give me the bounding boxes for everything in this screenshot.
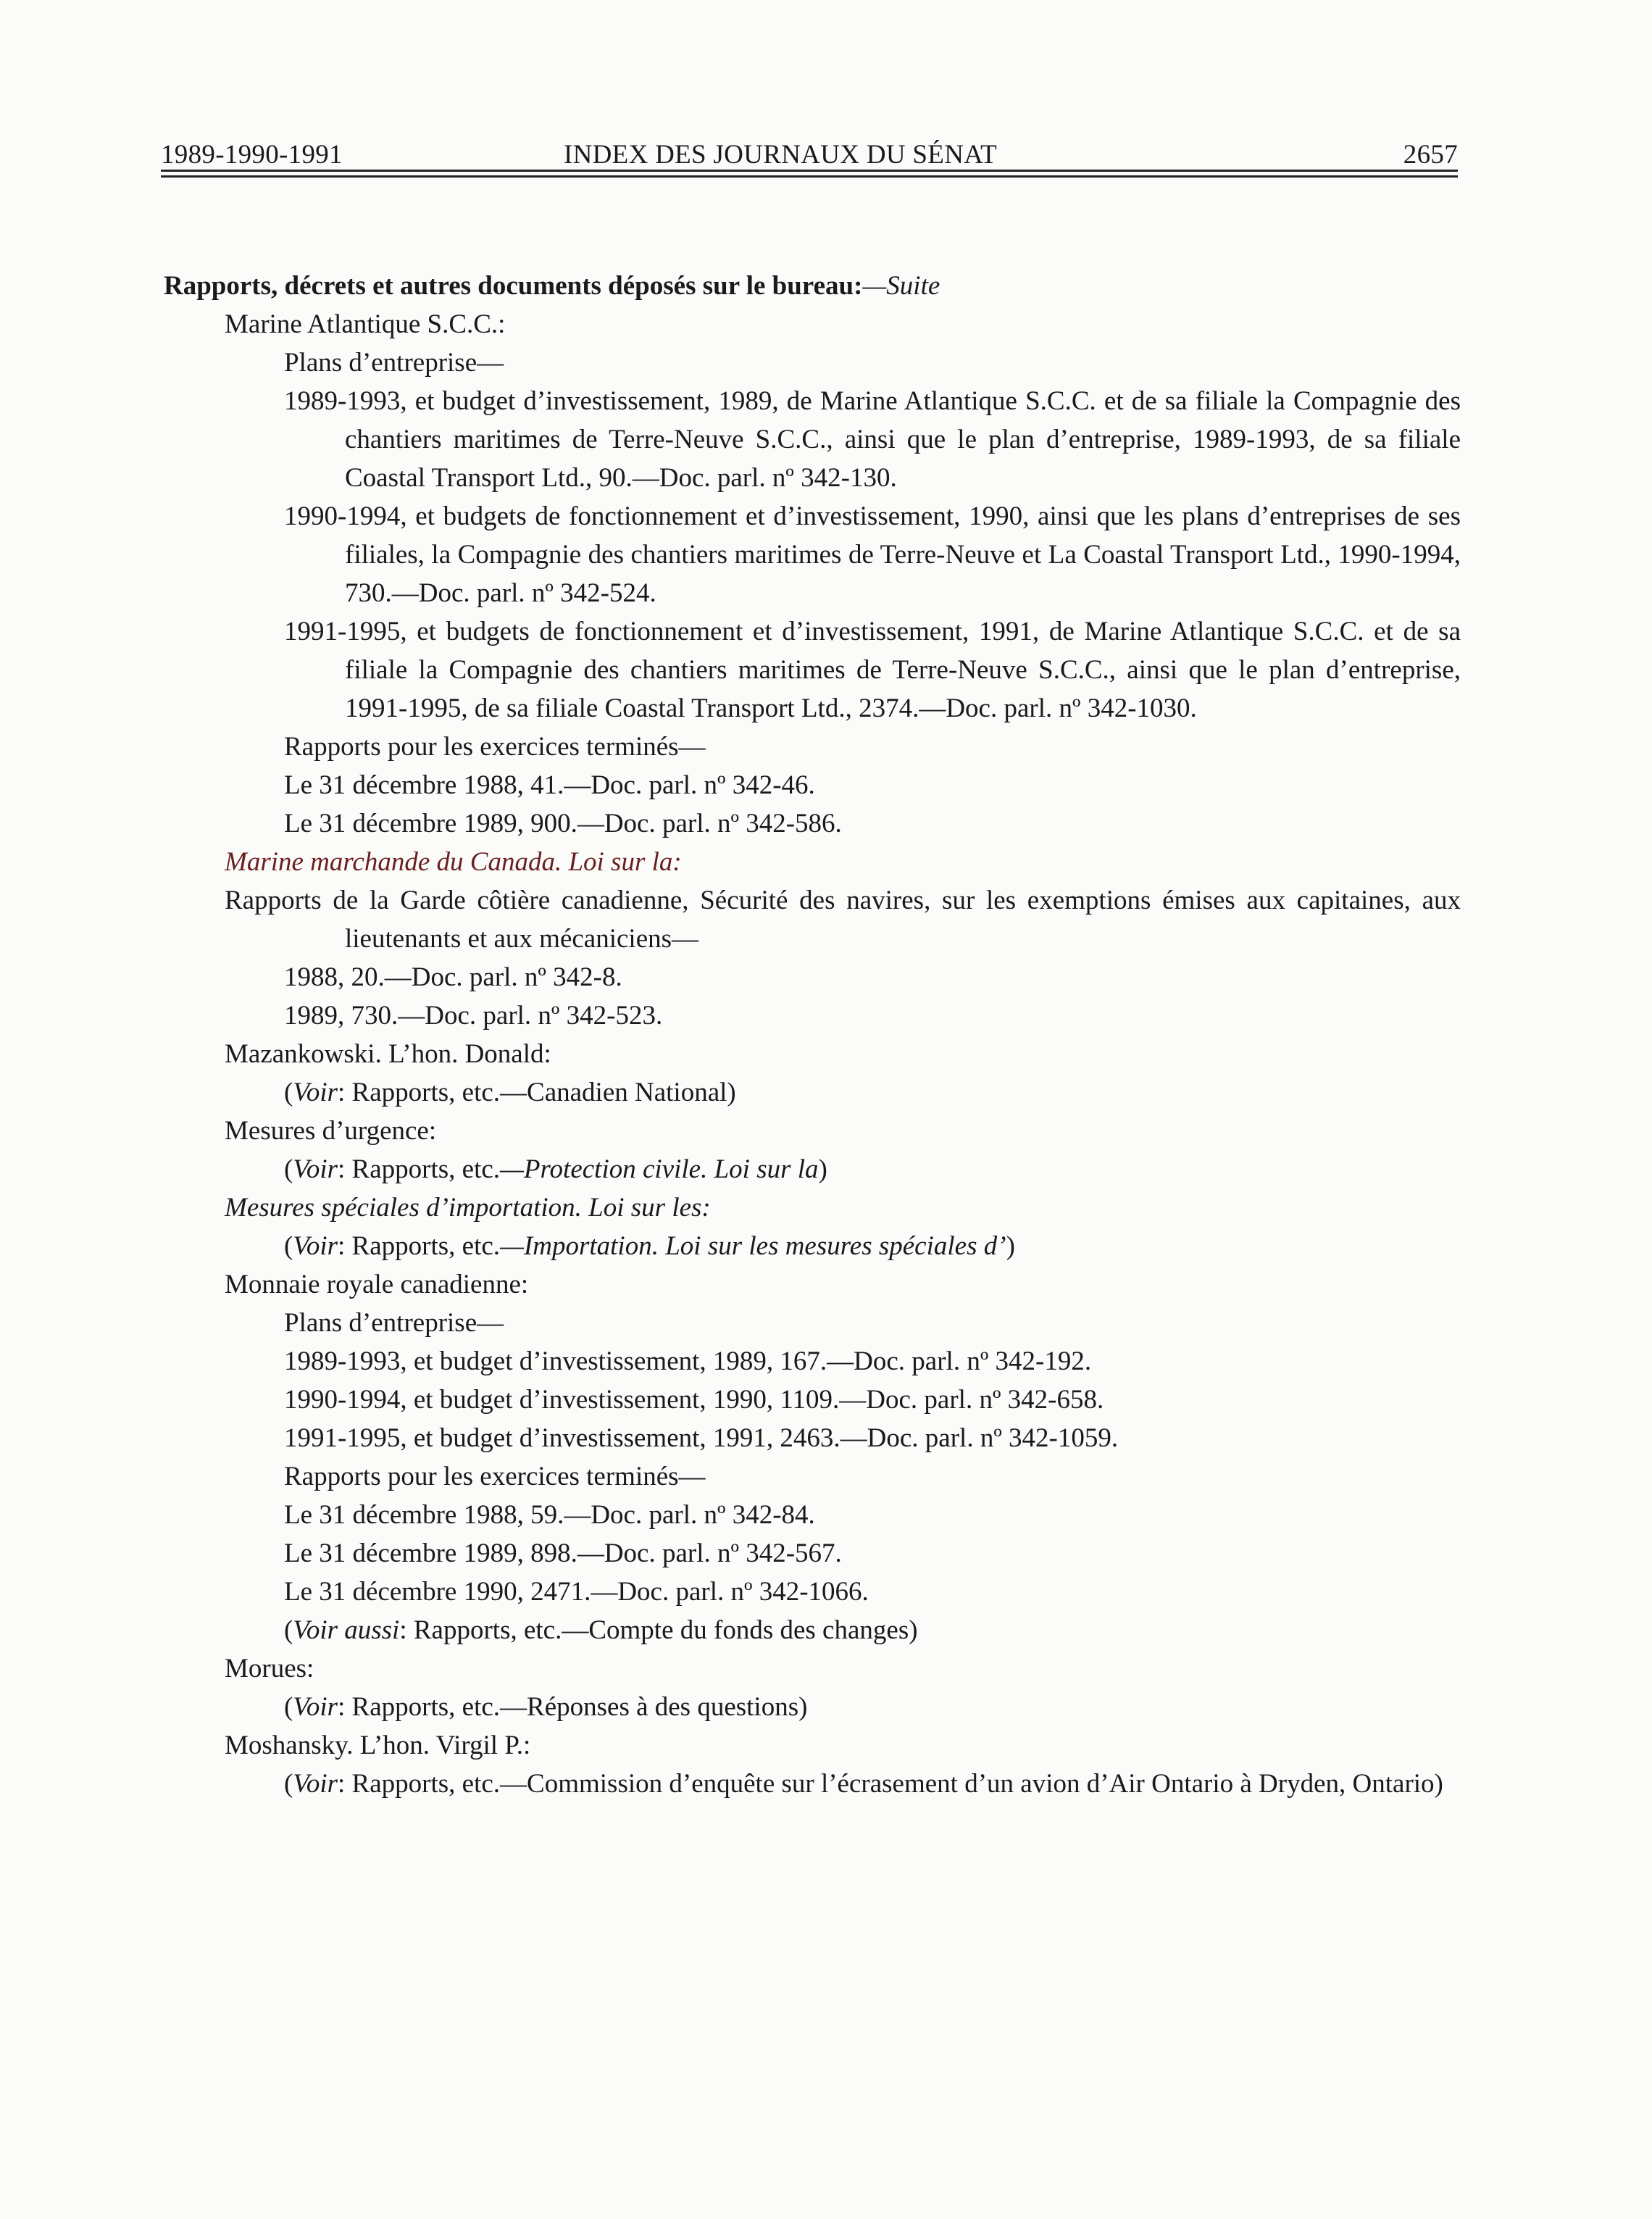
see-text: : Rapports, etc.—Commission d’enquête sur l’écrasement d’un avion d’Air Ontario à Dryden, Ontario) xyxy=(338,1769,1443,1799)
item-rapport-1988: Le 31 décembre 1988, 41.—Doc. parl. nº 342-46. xyxy=(284,770,815,800)
see-close: ) xyxy=(1006,1231,1015,1261)
see-label: Voir xyxy=(293,1692,338,1722)
subentry-plans-monnaie: Plans d’entreprise— xyxy=(284,1308,504,1338)
header-rule-top xyxy=(161,170,1458,172)
entry-morues: Morues: xyxy=(225,1654,314,1683)
see-target: —Protection civile. Loi sur la xyxy=(500,1154,819,1184)
see-mesures-urgence xyxy=(164,1150,1461,1188)
entry-mazankowski: Mazankowski. L’hon. Donald: xyxy=(225,1039,551,1069)
item-monnaie-rapport-1988: Le 31 décembre 1988, 59.—Doc. parl. nº 342-84. xyxy=(284,1500,815,1530)
see-label: Voir xyxy=(293,1231,338,1261)
see-label: Voir xyxy=(293,1769,338,1799)
see-label: Voir xyxy=(293,1078,338,1107)
see-open: ( xyxy=(284,1154,293,1184)
section-heading-suite: —Suite xyxy=(862,271,940,301)
see-label: Voir xyxy=(293,1154,338,1184)
subentry-rapports-monnaie: Rapports pour les exercices terminés— xyxy=(284,1462,706,1491)
section-heading xyxy=(164,267,1461,305)
see-open: ( xyxy=(284,1769,293,1799)
see-morues xyxy=(164,1688,1461,1726)
see-close: ) xyxy=(818,1154,827,1184)
see-text: : Rapports, etc.—Compte du fonds des changes) xyxy=(399,1615,918,1645)
item-monnaie-plan-1990: 1990-1994, et budget d’investissement, 1990, 1109.—Doc. parl. nº 342-658. xyxy=(284,1385,1104,1415)
item-monnaie-rapport-1989: Le 31 décembre 1989, 898.—Doc. parl. nº 342-567. xyxy=(284,1539,842,1568)
index-body xyxy=(164,267,1461,1803)
item-monnaie-rapport-1990: Le 31 décembre 1990, 2471.—Doc. parl. nº 342-1066. xyxy=(284,1577,869,1607)
see-moshansky xyxy=(164,1765,1461,1803)
item-garde-1989: 1989, 730.—Doc. parl. nº 342-523. xyxy=(284,1001,663,1031)
see-open: ( xyxy=(284,1078,293,1107)
entry-mesures-urgence: Mesures d’urgence: xyxy=(225,1116,437,1146)
see-open: ( xyxy=(284,1692,293,1722)
see-text: : Rapports, etc. xyxy=(338,1154,501,1184)
see-mazankowski xyxy=(164,1073,1461,1112)
item-plan-1991: 1991-1995, et budgets de fonctionnement et d’investissement, 1991, de Marine Atlantique S.C.C. et de sa filiale la Compagnie des chantiers maritimes de Terre-Neuve S.C.C., ainsi que le plan d’entreprise, 1991-1995, de sa filiale Coastal Transport Ltd., 2374.—Doc. parl. nº 342-1030. xyxy=(284,617,1461,723)
item-plan-1989: 1989-1993, et budget d’investissement, 1989, de Marine Atlantique S.C.C. et de sa filiale la Compagnie des chantiers maritimes de Terre-Neuve S.C.C., ainsi que le plan d’entreprise, 1989-1993, de sa filiale Coastal Transport Ltd., 90.—Doc. parl. nº 342-130. xyxy=(284,386,1461,493)
entry-monnaie-royale: Monnaie royale canadienne: xyxy=(225,1270,529,1299)
see-text: : Rapports, etc.—Réponses à des questions) xyxy=(338,1692,808,1722)
section-heading-text: Rapports, décrets et autres documents déposés sur le bureau: xyxy=(164,271,863,301)
see-open: ( xyxy=(284,1615,293,1645)
see-open: ( xyxy=(284,1231,293,1261)
see-target: —Importation. Loi sur les mesures spéciales d’ xyxy=(500,1231,1006,1261)
see-also-label: Voir aussi xyxy=(293,1615,400,1645)
see-text: : Rapports, etc. xyxy=(338,1231,501,1261)
entry-moshansky: Moshansky. L’hon. Virgil P.: xyxy=(225,1731,531,1760)
item-garde-1988: 1988, 20.—Doc. parl. nº 342-8. xyxy=(284,962,622,992)
entry-mesures-speciales: Mesures spéciales d’importation. Loi sur les: xyxy=(225,1193,711,1223)
header-page-number: 2657 xyxy=(1403,140,1458,170)
subentry-plans: Plans d’entreprise— xyxy=(284,348,504,378)
see-mesures-speciales xyxy=(164,1227,1461,1265)
item-monnaie-plan-1991: 1991-1995, et budget d’investissement, 1991, 2463.—Doc. parl. nº 342-1059. xyxy=(284,1423,1119,1453)
item-plan-1990: 1990-1994, et budgets de fonctionnement et d’investissement, 1990, ainsi que les plans d’entreprises de ses filiales, la Compagnie des chantiers maritimes de Terre-Neuve et La Coastal Transport Ltd., 1990-1994, 730.—Doc. parl. nº 342-524. xyxy=(284,501,1461,608)
page-header xyxy=(161,129,1458,174)
header-years: 1989-1990-1991 xyxy=(161,140,343,170)
subentry-garde-cotiere: Rapports de la Garde côtière canadienne, Sécurité des navires, sur les exemptions émises aux capitaines, aux lieutenants et aux mécaniciens— xyxy=(225,886,1461,954)
header-title: INDEX DES JOURNAUX DU SÉNAT xyxy=(564,140,998,170)
header-rule-bottom xyxy=(161,175,1458,178)
see-also-monnaie xyxy=(164,1611,1461,1649)
entry-marine-atlantique: Marine Atlantique S.C.C.: xyxy=(225,309,506,339)
entry-marine-marchande: Marine marchande du Canada. Loi sur la: xyxy=(225,847,682,877)
item-monnaie-plan-1989: 1989-1993, et budget d’investissement, 1989, 167.—Doc. parl. nº 342-192. xyxy=(284,1346,1092,1376)
subentry-rapports: Rapports pour les exercices terminés— xyxy=(284,732,706,762)
item-rapport-1989: Le 31 décembre 1989, 900.—Doc. parl. nº 342-586. xyxy=(284,809,842,838)
see-text: : Rapports, etc.—Canadien National) xyxy=(338,1078,736,1107)
